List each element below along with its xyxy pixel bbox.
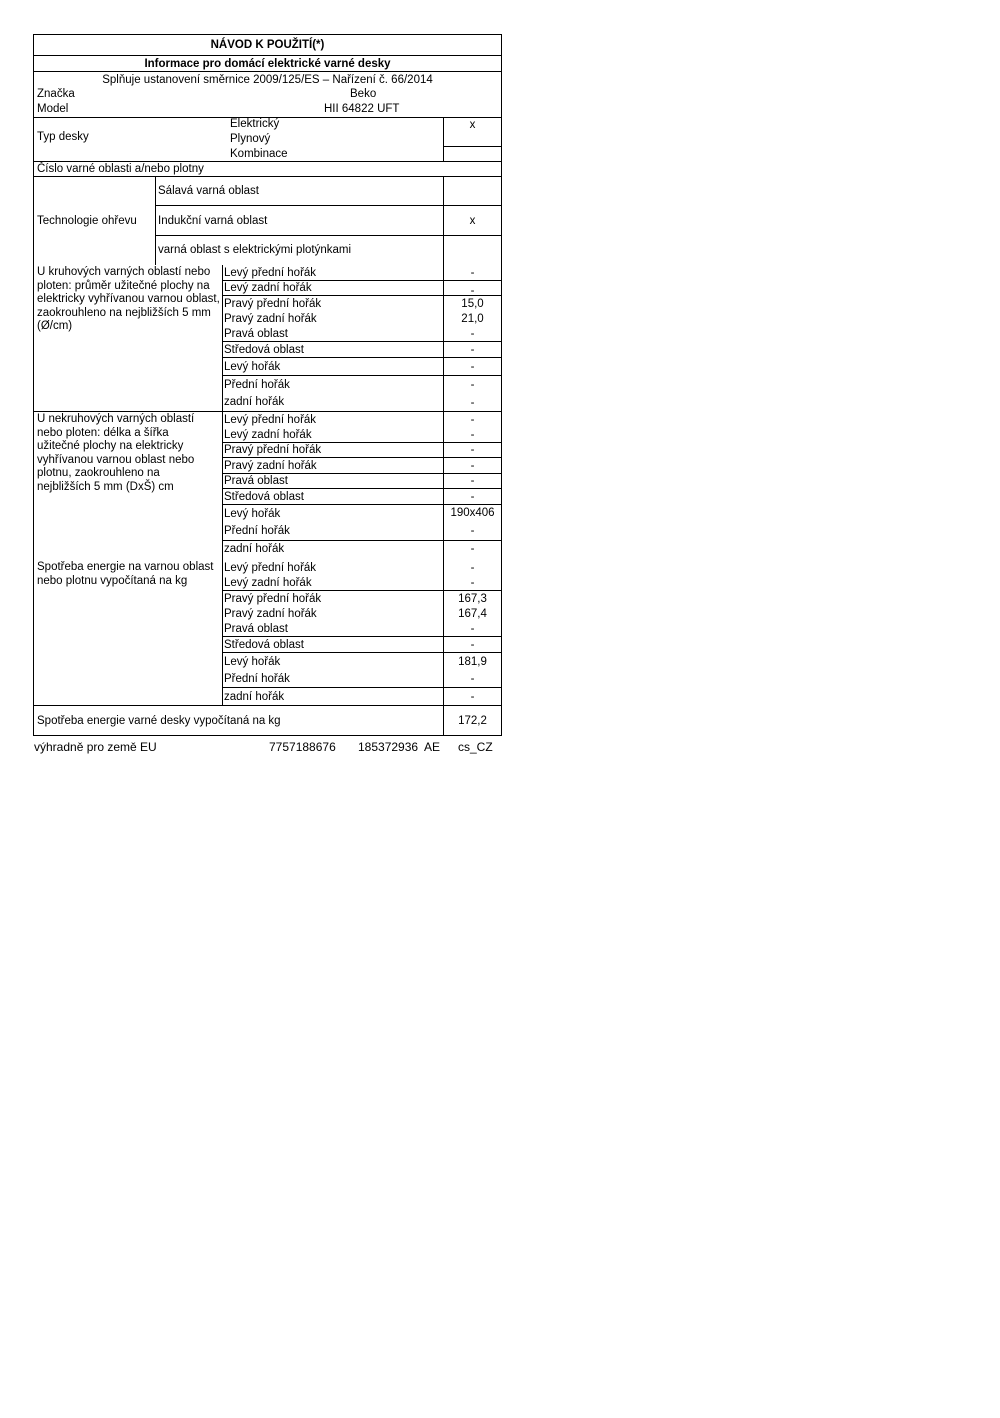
divider bbox=[34, 411, 222, 412]
zone-value: - bbox=[470, 344, 475, 356]
hob-type-option: Plynový bbox=[230, 133, 271, 145]
hob-type-option: Elektrický bbox=[230, 118, 280, 130]
divider bbox=[155, 205, 501, 206]
product-fiche-table bbox=[33, 34, 502, 736]
zone-name: Pravá oblast bbox=[224, 475, 288, 487]
zone-name: Přední hořák bbox=[224, 525, 290, 537]
zone-name: Pravý přední hořák bbox=[224, 593, 322, 605]
zone-name: zadní hořák bbox=[224, 396, 285, 408]
zone-value: - bbox=[470, 691, 475, 703]
divider bbox=[222, 295, 501, 296]
zone-value: - bbox=[470, 491, 475, 503]
divider bbox=[222, 341, 501, 342]
zone-name: Levý zadní hořák bbox=[224, 282, 312, 294]
zone-value: - bbox=[470, 267, 475, 279]
zone-value: - bbox=[470, 285, 475, 297]
zone-name: Pravý přední hořák bbox=[224, 444, 322, 456]
divider bbox=[222, 375, 501, 376]
zone-name: Levý přední hořák bbox=[224, 414, 317, 426]
zone-name: Levý přední hořák bbox=[224, 562, 317, 574]
zone-value: 181,9 bbox=[458, 656, 487, 668]
zone-name: Pravý zadní hořák bbox=[224, 460, 317, 472]
divider bbox=[222, 652, 501, 653]
zone-value: 167,4 bbox=[458, 608, 487, 620]
divider bbox=[222, 590, 501, 591]
brand-value: Beko bbox=[350, 88, 377, 100]
footer-suffix: AE bbox=[424, 740, 441, 754]
zone-name: Levý hořák bbox=[224, 508, 281, 520]
noncircular-label: U nekruhových varných oblastí nebo ploten: délka a šířka užitečné plochy na elektricky vyhřívanou varnou oblast nebo plotnu, zaokrouhleno na nejbližších 5 mm (DxŠ) cm bbox=[37, 413, 195, 493]
divider bbox=[222, 540, 501, 541]
divider bbox=[222, 357, 501, 358]
zone-name: zadní hořák bbox=[224, 691, 285, 703]
column-divider bbox=[155, 177, 156, 265]
divider bbox=[34, 176, 501, 177]
zone-value: - bbox=[470, 577, 475, 589]
zone-name: Středová oblast bbox=[224, 639, 304, 651]
document-title: NÁVOD K POUŽITÍ(*) bbox=[210, 39, 325, 51]
zone-value: - bbox=[470, 673, 475, 685]
heating-option: Indukční varná oblast bbox=[158, 215, 268, 227]
zone-value: 167,3 bbox=[458, 593, 487, 605]
zone-name: Pravý přední hořák bbox=[224, 298, 322, 310]
circular-label: U kruhových varných oblastí nebo ploten: průměr užitečné plochy na elektricky vyhřívanou varnou oblast, zaokrouhleno na nejbližších 5 mm (Ø/cm) bbox=[37, 266, 220, 332]
divider bbox=[34, 705, 501, 706]
zone-value: - bbox=[470, 562, 475, 574]
heating-option: varná oblast s elektrickými plotýnkami bbox=[158, 244, 352, 256]
zone-value: - bbox=[470, 623, 475, 635]
zone-value: - bbox=[470, 379, 475, 391]
total-value: 172,2 bbox=[458, 715, 487, 727]
hob-type-label: Typ desky bbox=[37, 131, 89, 143]
divider bbox=[222, 687, 501, 688]
zone-value: - bbox=[470, 460, 475, 472]
divider bbox=[222, 488, 501, 489]
zone-value: - bbox=[470, 444, 475, 456]
hob-type-mark: x bbox=[469, 119, 476, 131]
model-value: HII 64822 UFT bbox=[324, 103, 400, 115]
zone-name: Levý hořák bbox=[224, 656, 281, 668]
divider bbox=[34, 55, 501, 56]
zone-value: 190x406 bbox=[450, 507, 495, 519]
zone-value: - bbox=[470, 429, 475, 441]
consumption-label: Spotřeba energie na varnou oblast nebo plotnu vypočítaná na kg bbox=[37, 561, 214, 587]
zone-name: Levý přední hořák bbox=[224, 267, 317, 279]
footer-code: 185372936 bbox=[358, 740, 419, 754]
zones-label: Číslo varné oblasti a/nebo plotny bbox=[37, 163, 204, 175]
zone-name: Levý zadní hořák bbox=[224, 577, 312, 589]
model-label: Model bbox=[37, 103, 69, 115]
zone-value: - bbox=[470, 414, 475, 426]
regulation-text: Splňuje ustanovení směrnice 2009/125/ES – Nařízení č. 66/2014 bbox=[102, 74, 433, 86]
divider bbox=[155, 235, 501, 236]
document-subtitle: Informace pro domácí elektrické varné desky bbox=[144, 58, 391, 70]
zone-value: - bbox=[470, 525, 475, 537]
zone-name: Levý hořák bbox=[224, 361, 281, 373]
zone-value: - bbox=[470, 475, 475, 487]
heating-option: Sálavá varná oblast bbox=[158, 185, 260, 197]
heating-mark: x bbox=[469, 215, 476, 227]
zone-name: Pravý zadní hořák bbox=[224, 608, 317, 620]
zone-name: Pravá oblast bbox=[224, 328, 288, 340]
zone-value: - bbox=[470, 639, 475, 651]
divider bbox=[222, 504, 501, 505]
heating-label: Technologie ohřevu bbox=[37, 215, 137, 227]
zone-name: Přední hořák bbox=[224, 379, 290, 391]
zone-name: Středová oblast bbox=[224, 344, 304, 356]
footer-locale: cs_CZ bbox=[458, 740, 493, 754]
divider bbox=[222, 411, 501, 412]
column-divider bbox=[222, 265, 223, 705]
zone-name: Středová oblast bbox=[224, 491, 304, 503]
footer-code: 7757188676 bbox=[269, 740, 336, 754]
zone-value: - bbox=[470, 397, 475, 409]
divider bbox=[222, 636, 501, 637]
total-label: Spotřeba energie varné desky vypočítaná na kg bbox=[37, 715, 281, 727]
zone-name: zadní hořák bbox=[224, 543, 285, 555]
zone-value: - bbox=[470, 361, 475, 373]
footer-note: výhradně pro země EU bbox=[34, 740, 157, 754]
brand-label: Značka bbox=[37, 88, 75, 100]
zone-name: Pravý zadní hořák bbox=[224, 313, 317, 325]
divider bbox=[34, 71, 501, 72]
zone-value: - bbox=[470, 328, 475, 340]
zone-value: - bbox=[470, 543, 475, 555]
divider bbox=[222, 457, 501, 458]
hob-type-option: Kombinace bbox=[230, 148, 288, 160]
zone-value: 21,0 bbox=[461, 313, 484, 325]
divider bbox=[443, 146, 501, 147]
zone-name: Levý zadní hořák bbox=[224, 429, 312, 441]
zone-value: 15,0 bbox=[461, 298, 484, 310]
zone-name: Přední hořák bbox=[224, 673, 290, 685]
zone-name: Pravá oblast bbox=[224, 623, 288, 635]
